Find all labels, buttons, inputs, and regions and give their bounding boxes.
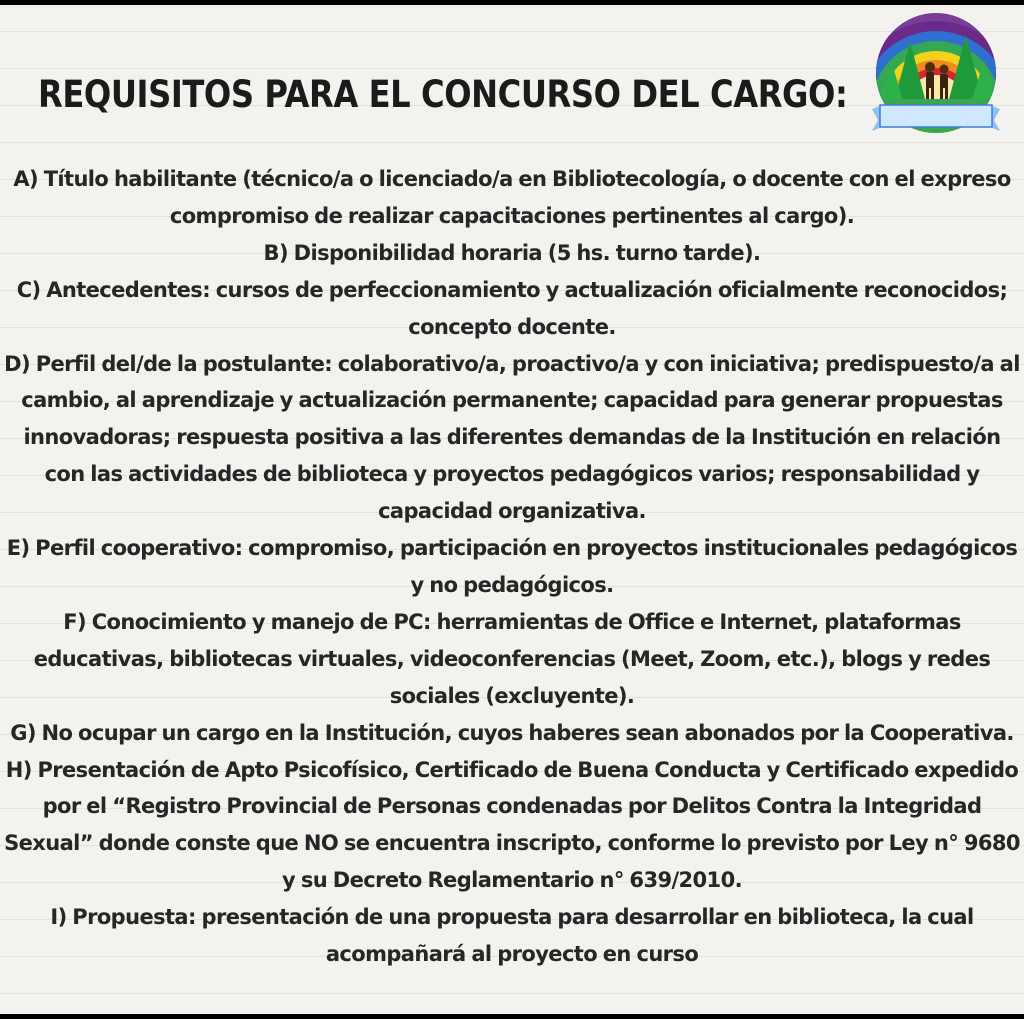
requirement-item-f: F) Conocimiento y manejo de PC: herramientas de Office e Internet, plataformas educativas, bibliotecas virtuales, videoconferencias (Meet, Zoom, etc.), blogs y redes sociales (excluyente). — [33, 609, 991, 708]
requirement-item-c: C) Antecedentes: cursos de perfeccionamiento y actualización oficialmente reconocidos; concepto docente. — [16, 277, 1008, 339]
requirements-list — [0, 161, 1024, 973]
requirement-item-h: H) Presentación de Apto Psicofísico, Certificado de Buena Conducta y Certificado expedido por el “Registro Provincial de Personas condenadas por Delitos Contra la Integridad Sexual” donde conste que NO se encuentra inscripto, conforme lo previsto por Ley n° 9680 y su Decreto Reglamentario n° 639/2010. — [4, 757, 1020, 893]
school-logo-rainbow-trees-figures-icon — [872, 13, 1000, 137]
page-title: REQUISITOS PARA EL CONCURSO DEL CARGO: — [38, 73, 848, 116]
requirement-item-d: D) Perfil del/de la postulante: colaborativo/a, proactivo/a y con iniciativa; predispuesto/a al cambio, al aprendizaje y actualización permanente; capacidad para generar propuestas innovadoras; respuesta positiva a las diferentes demandas de la Institución en relación con las actividades de biblioteca y proyectos pedagógicos varios; responsabilidad y capacidad organizativa. — [4, 351, 1020, 524]
requirement-item-b: B) Disponibilidad horaria (5 hs. turno tarde). — [263, 240, 761, 265]
requirement-item-a: A) Título habilitante (técnico/a o licenciado/a en Bibliotecología, o docente con el expreso compromiso de realizar capacitaciones pertinentes al cargo). — [13, 167, 1011, 228]
document-page — [0, 5, 1024, 1014]
school-logo — [872, 13, 1000, 137]
requirement-item-i: I) Propuesta: presentación de una propuesta para desarrollar en biblioteca, la cual acompañará al proyecto en curso — [50, 905, 974, 967]
requirement-item-e: E) Perfil cooperativo: compromiso, participación en proyectos institucionales pedagógicos y no pedagógicos. — [6, 536, 1018, 597]
requirement-item-g: G) No ocupar un cargo en la Institución, cuyos haberes sean abonados por la Cooperativa. — [10, 720, 1014, 745]
